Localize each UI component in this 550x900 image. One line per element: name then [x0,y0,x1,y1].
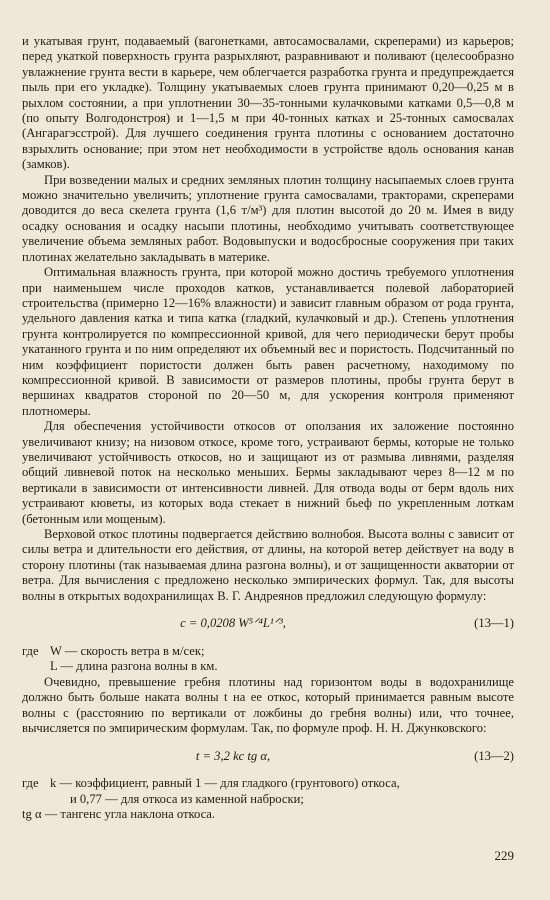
formula-expression: c = 0,0208 W⁵ᐟ⁴L¹ᐟ³, [180,616,286,631]
legend-text: tg α — тангенс угла наклона откоса. [22,807,216,822]
legend-lead: где [22,644,39,659]
formula-13-2 [22,742,514,770]
legend-lead [22,659,50,674]
formula-number: (13—2) [474,748,514,763]
formula-number: (13—1) [474,616,514,631]
formula-legend-1 [22,644,514,675]
formula-expression: t = 3,2 kc tg α, [195,748,271,763]
legend-text: k — коэффициент, равный 1 — для гладкого (грунтового) откоса, [50,776,400,791]
legend-row [22,776,514,791]
paragraph-6: Очевидно, превышение гребня плотины над горизонтом воды в водохранилище должно быть больше наката волны t на ее откос, который принимается равным высоте волны c (расстоянию по вертикали от ложбины до гребня волны) или, что точнее, вычисляется по эмпирическим формулам. Так, по формуле проф. Н. Н. Джунковского: [22,674,514,736]
legend-continuation: и 0,77 — для откоса из каменной наброски; [70,791,304,806]
paragraph-4: Для обеспечения устойчивости откосов от оползания их заложение постоянно увеличивают книзу; на низовом откосе, кроме того, устраивают бермы, которые не только увеличивают устойчивость откосов, но и защищают из от размыва ливнями, разделяя общий ливневой поток на несколько меньших. Бермы закладывают через 8—12 м по вертикали в зависимости от интенсивности ливней. Для отвода воды от берм вдоль них устраивают кюветы, из которых вода стекает в нижний бьеф по укрепленным лоткам (бетонным или мощеным). [22,419,514,526]
legend-row [22,659,514,674]
legend-row [22,644,514,659]
paragraph-5: Верховой откос плотины подвергается действию волнобоя. Высота волны c зависит от силы ветра и длительности его действия, от длины, на которой ветер действует на воду в сторону плотины (так называемая длина разгона волны), и от защищенности акватории от ветра. Для вычисления c предложено несколько эмпирических формул. Так, для высоты волны в открытых водохранилищах В. Г. Андреянов предложил следующую формулу: [22,527,514,603]
paragraph-1: и укатывая грунт, подаваемый (вагонетками, автосамосвалами, скреперами) из карьеров; перед укаткой поверхность грунта разрыхляют, разравнивают и поливают (целесообразно увлажнение грунта вести в карьере, чем облегчается разработка грунта и предупреждается пыль при его укладке). Толщину укатываемых слоев грунта принимают 0,20—0,25 м в рыхлом состоянии, а при уплотнении 30—35-тонными кулачковыми катками 0,5—0,8 м (по опыту Волгодонстроя) и 1—1,5 м при 40-тонных катках и 25-тонных самосвалах (Ангарагэсстрой). Для лучшего соединения грунта плотины с основанием достаточно взрыхлить основание; при этом нет необходимости в устройстве вдоль основания канав (замков). [22,34,514,172]
paragraph-2: При возведении малых и средних земляных плотин толщину насыпаемых слоев грунта можно значительно увеличить; уплотнение грунта самосвалами, тракторами, скреперами доводится до веса скелета грунта (1,6 т/м³) для плотин высотой до 20 м. Имея в виду осадку основания и осадку насыпи плотины, необходимо учитывать соответствующее увеличение объема земляных работ. Водовыпуски и водосбросные сооружения при таких плотинах желательно закладывать в материке. [22,172,514,264]
legend-text: L — длина разгона волны в км. [50,659,218,674]
legend-lead: где [22,776,39,791]
formula-legend-2 [22,776,514,822]
formula-13-1 [22,610,514,638]
paragraph-3: Оптимальная влажность грунта, при которой можно достичь требуемого уплотнения при наименьшем числе проходов катков, устанавливается полевой лабораторией строительства (примерно 12—16% влажности) и зависит главным образом от рода грунта, удельного давления катка и типа катка (гладкий, кулачковый и др.). Степень уплотнения грунта контролируется по компрессионной кривой, для чего периодически берут пробы укатанного грунта и по ним определяют их объемный вес и пористость. Подсчитанный по ним коэффициент пористости должен быть равен расчетному, находимому по компрессионной кривой. В зависимости от размеров плотины, пробы грунта берут в вершинах квадратов стороной по 20—50 м, для ускорения контроля применяют плотномеры. [22,265,514,418]
page-number: 229 [494,848,514,863]
legend-text: W — скорость ветра в м/сек; [50,644,205,659]
